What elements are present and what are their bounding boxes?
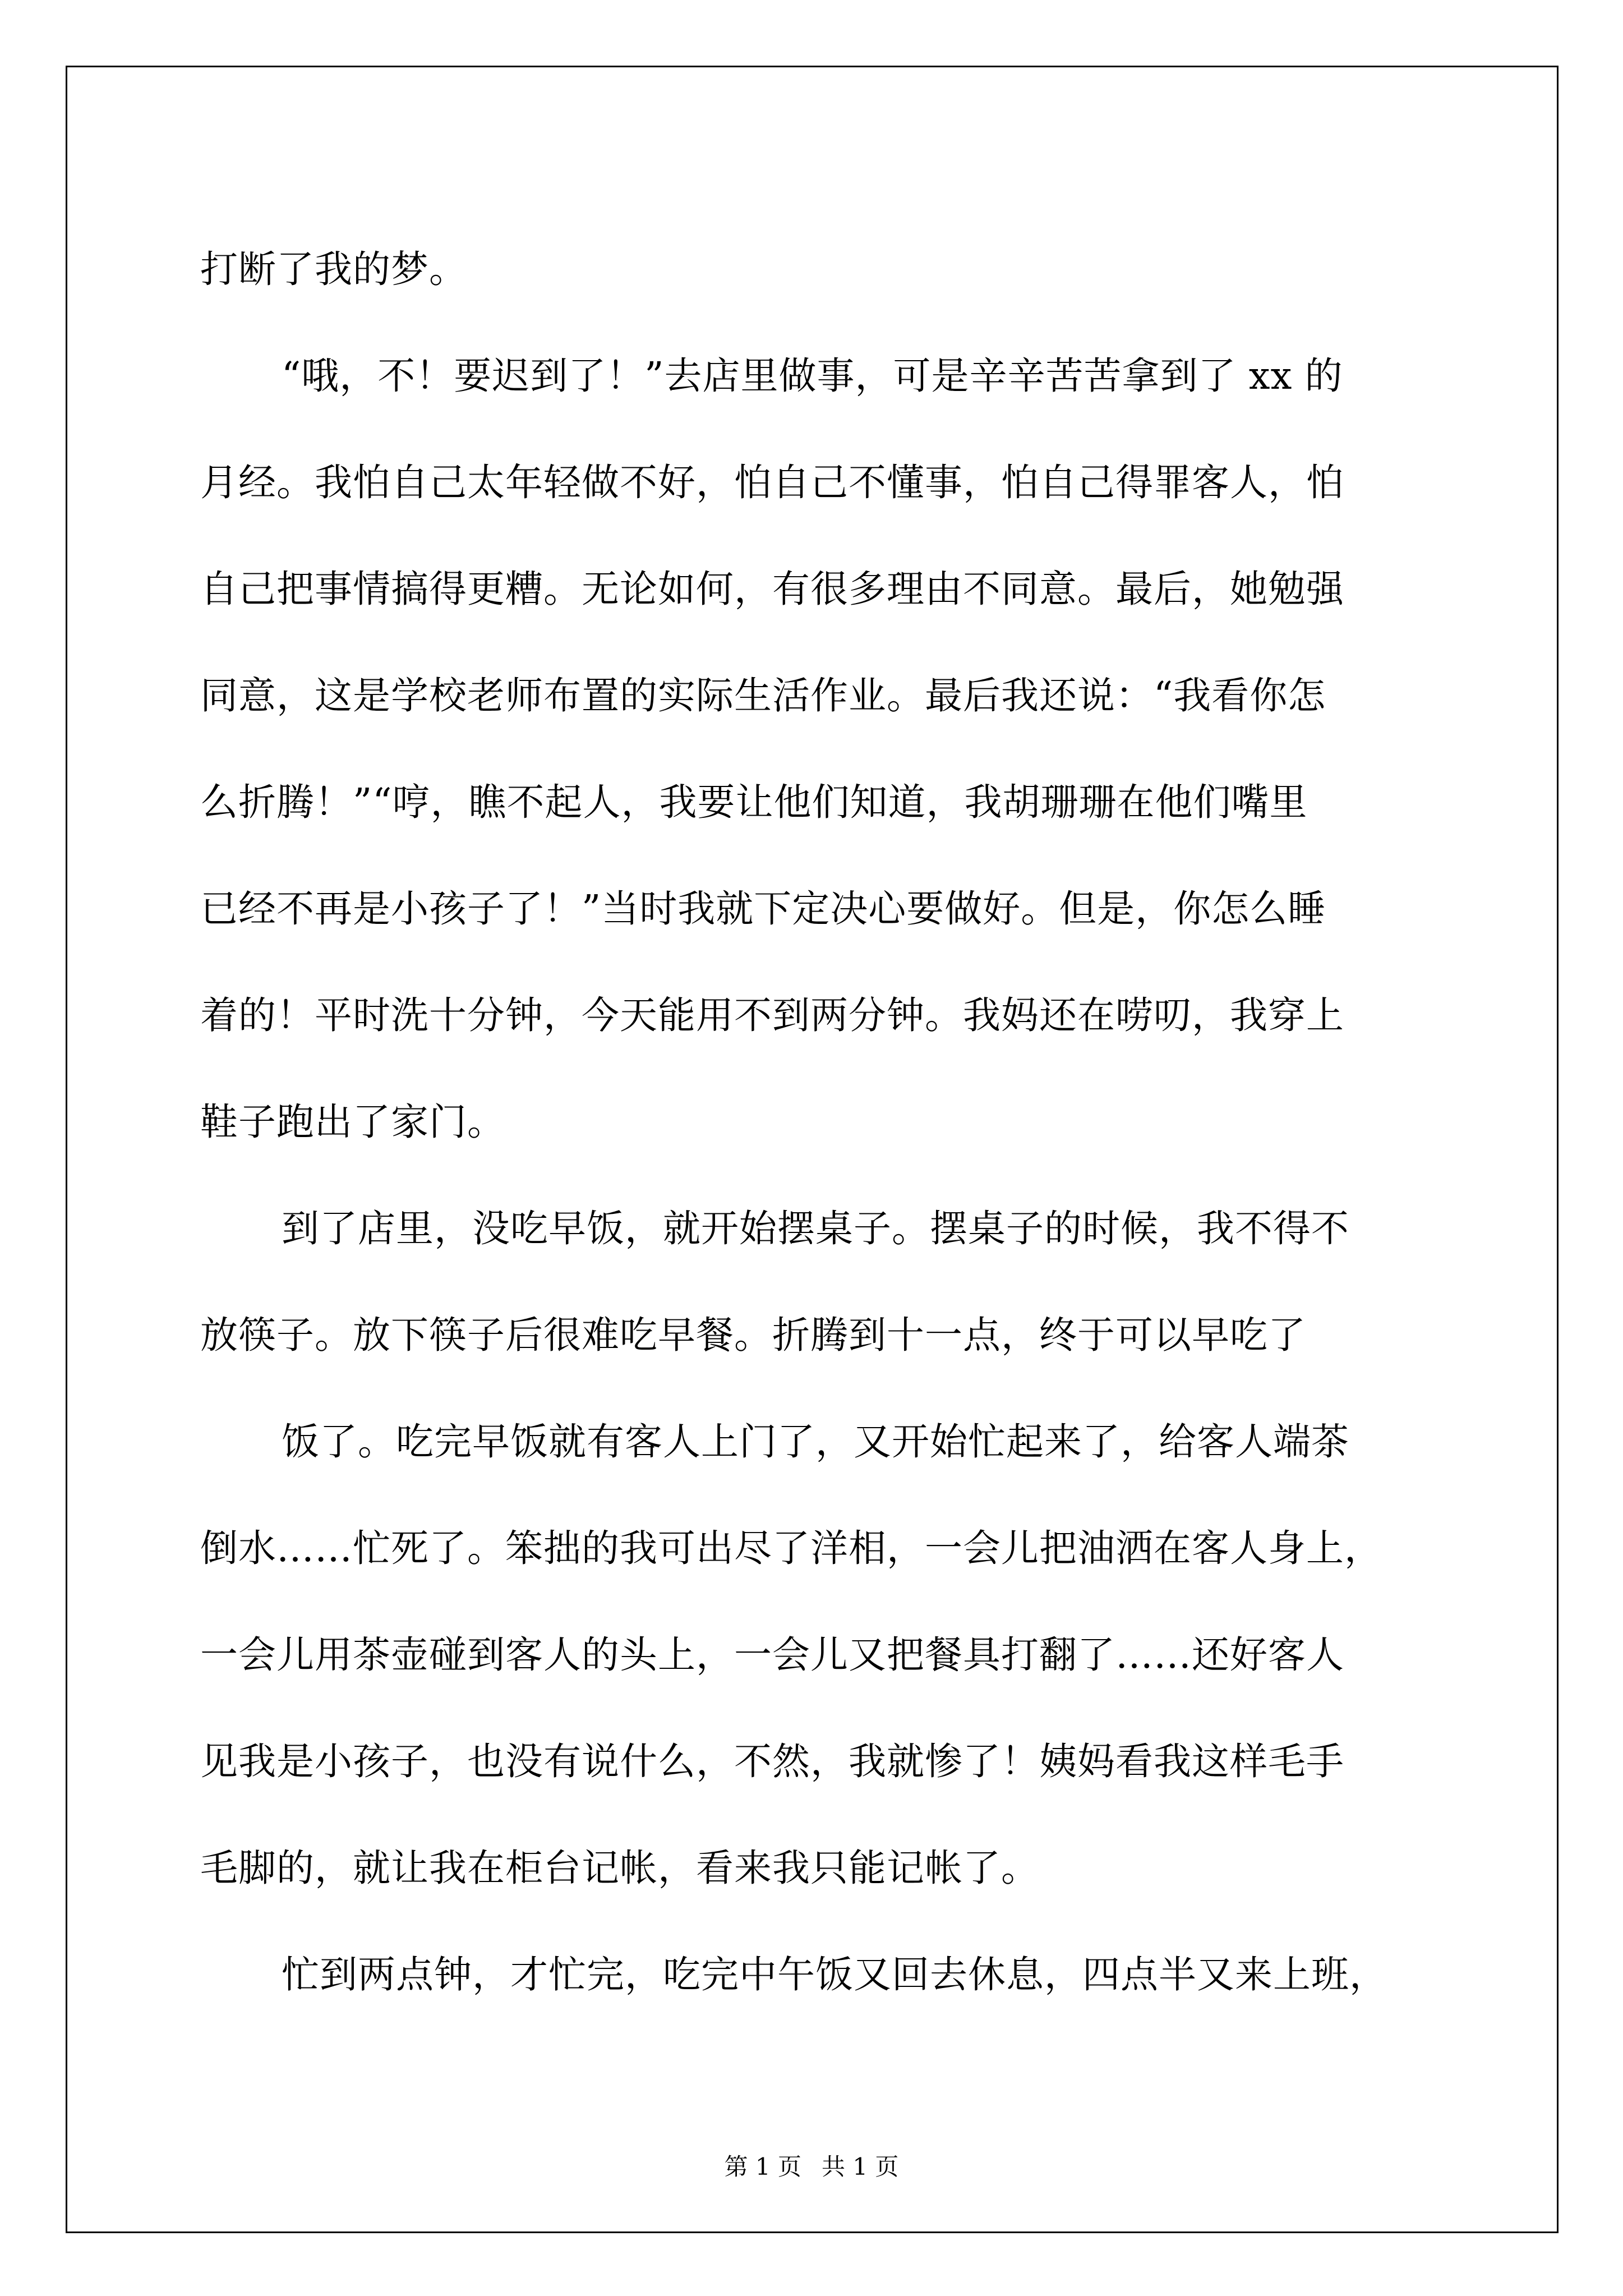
- text-line: 到了店里，没吃早饭，就开始摆桌子。摆桌子的时候，我不得不: [282, 1207, 1349, 1250]
- text-line: 么折腾！”“哼，瞧不起人，我要让他们知道，我胡珊珊在他们嘴里: [200, 780, 1308, 824]
- text-line: 倒水……忙死了。笨拙的我可出尽了洋相，一会儿把油洒在客人身上，: [200, 1526, 1382, 1570]
- paragraph-3: [200, 1175, 1434, 1388]
- text-line: 着的！平时洗十分钟，今天能用不到两分钟。我妈还在唠叨，我穿上: [200, 993, 1344, 1037]
- text-line: “哦，不！要迟到了！”去店里做事，可是辛辛苦苦拿到了 xx 的: [282, 354, 1343, 398]
- paragraph-5: [200, 1921, 1434, 2028]
- text-line: 打断了我的梦。: [200, 247, 467, 291]
- text-line: 自己把事情搞得更糟。无论如何，有很多理由不同意。最后，她勉强: [200, 567, 1344, 611]
- page-total: 共 1 页: [822, 2153, 899, 2180]
- text-line: 月经。我怕自己太年轻做不好，怕自己不懂事，怕自己得罪客人，怕: [200, 461, 1344, 504]
- text-line: 一会儿用茶壶碰到客人的头上，一会儿又把餐具打翻了……还好客人: [200, 1633, 1344, 1677]
- page-number: 第 1 页: [724, 2153, 801, 2180]
- text-line: 忙到两点钟，才忙完，吃完中午饭又回去休息，四点半又来上班，: [282, 1953, 1387, 1996]
- paragraph-1: [200, 216, 1434, 323]
- text-line: 毛脚的，就让我在柜台记帐，看来我只能记帐了。: [200, 1846, 1039, 1890]
- text-line: 已经不再是小孩子了！”当时我就下定决心要做好。但是，你怎么睡: [200, 887, 1326, 931]
- paragraph-2: [200, 323, 1434, 1175]
- paragraph-4: [200, 1388, 1434, 1921]
- document-body: [200, 216, 1434, 2028]
- text-line: 见我是小孩子，也没有说什么，不然，我就惨了！姨妈看我这样毛手: [200, 1740, 1344, 1783]
- text-line: 饭了。吃完早饭就有客人上门了，又开始忙起来了，给客人端茶: [282, 1420, 1349, 1464]
- text-line: 鞋子跑出了家门。: [200, 1100, 505, 1144]
- text-line: 同意，这是学校老师布置的实际生活作业。最后我还说：“我看你怎: [200, 674, 1326, 717]
- page-footer: [0, 2148, 1623, 2182]
- text-line: 放筷子。放下筷子后很难吃早餐。折腾到十一点，终于可以早吃了: [200, 1313, 1306, 1357]
